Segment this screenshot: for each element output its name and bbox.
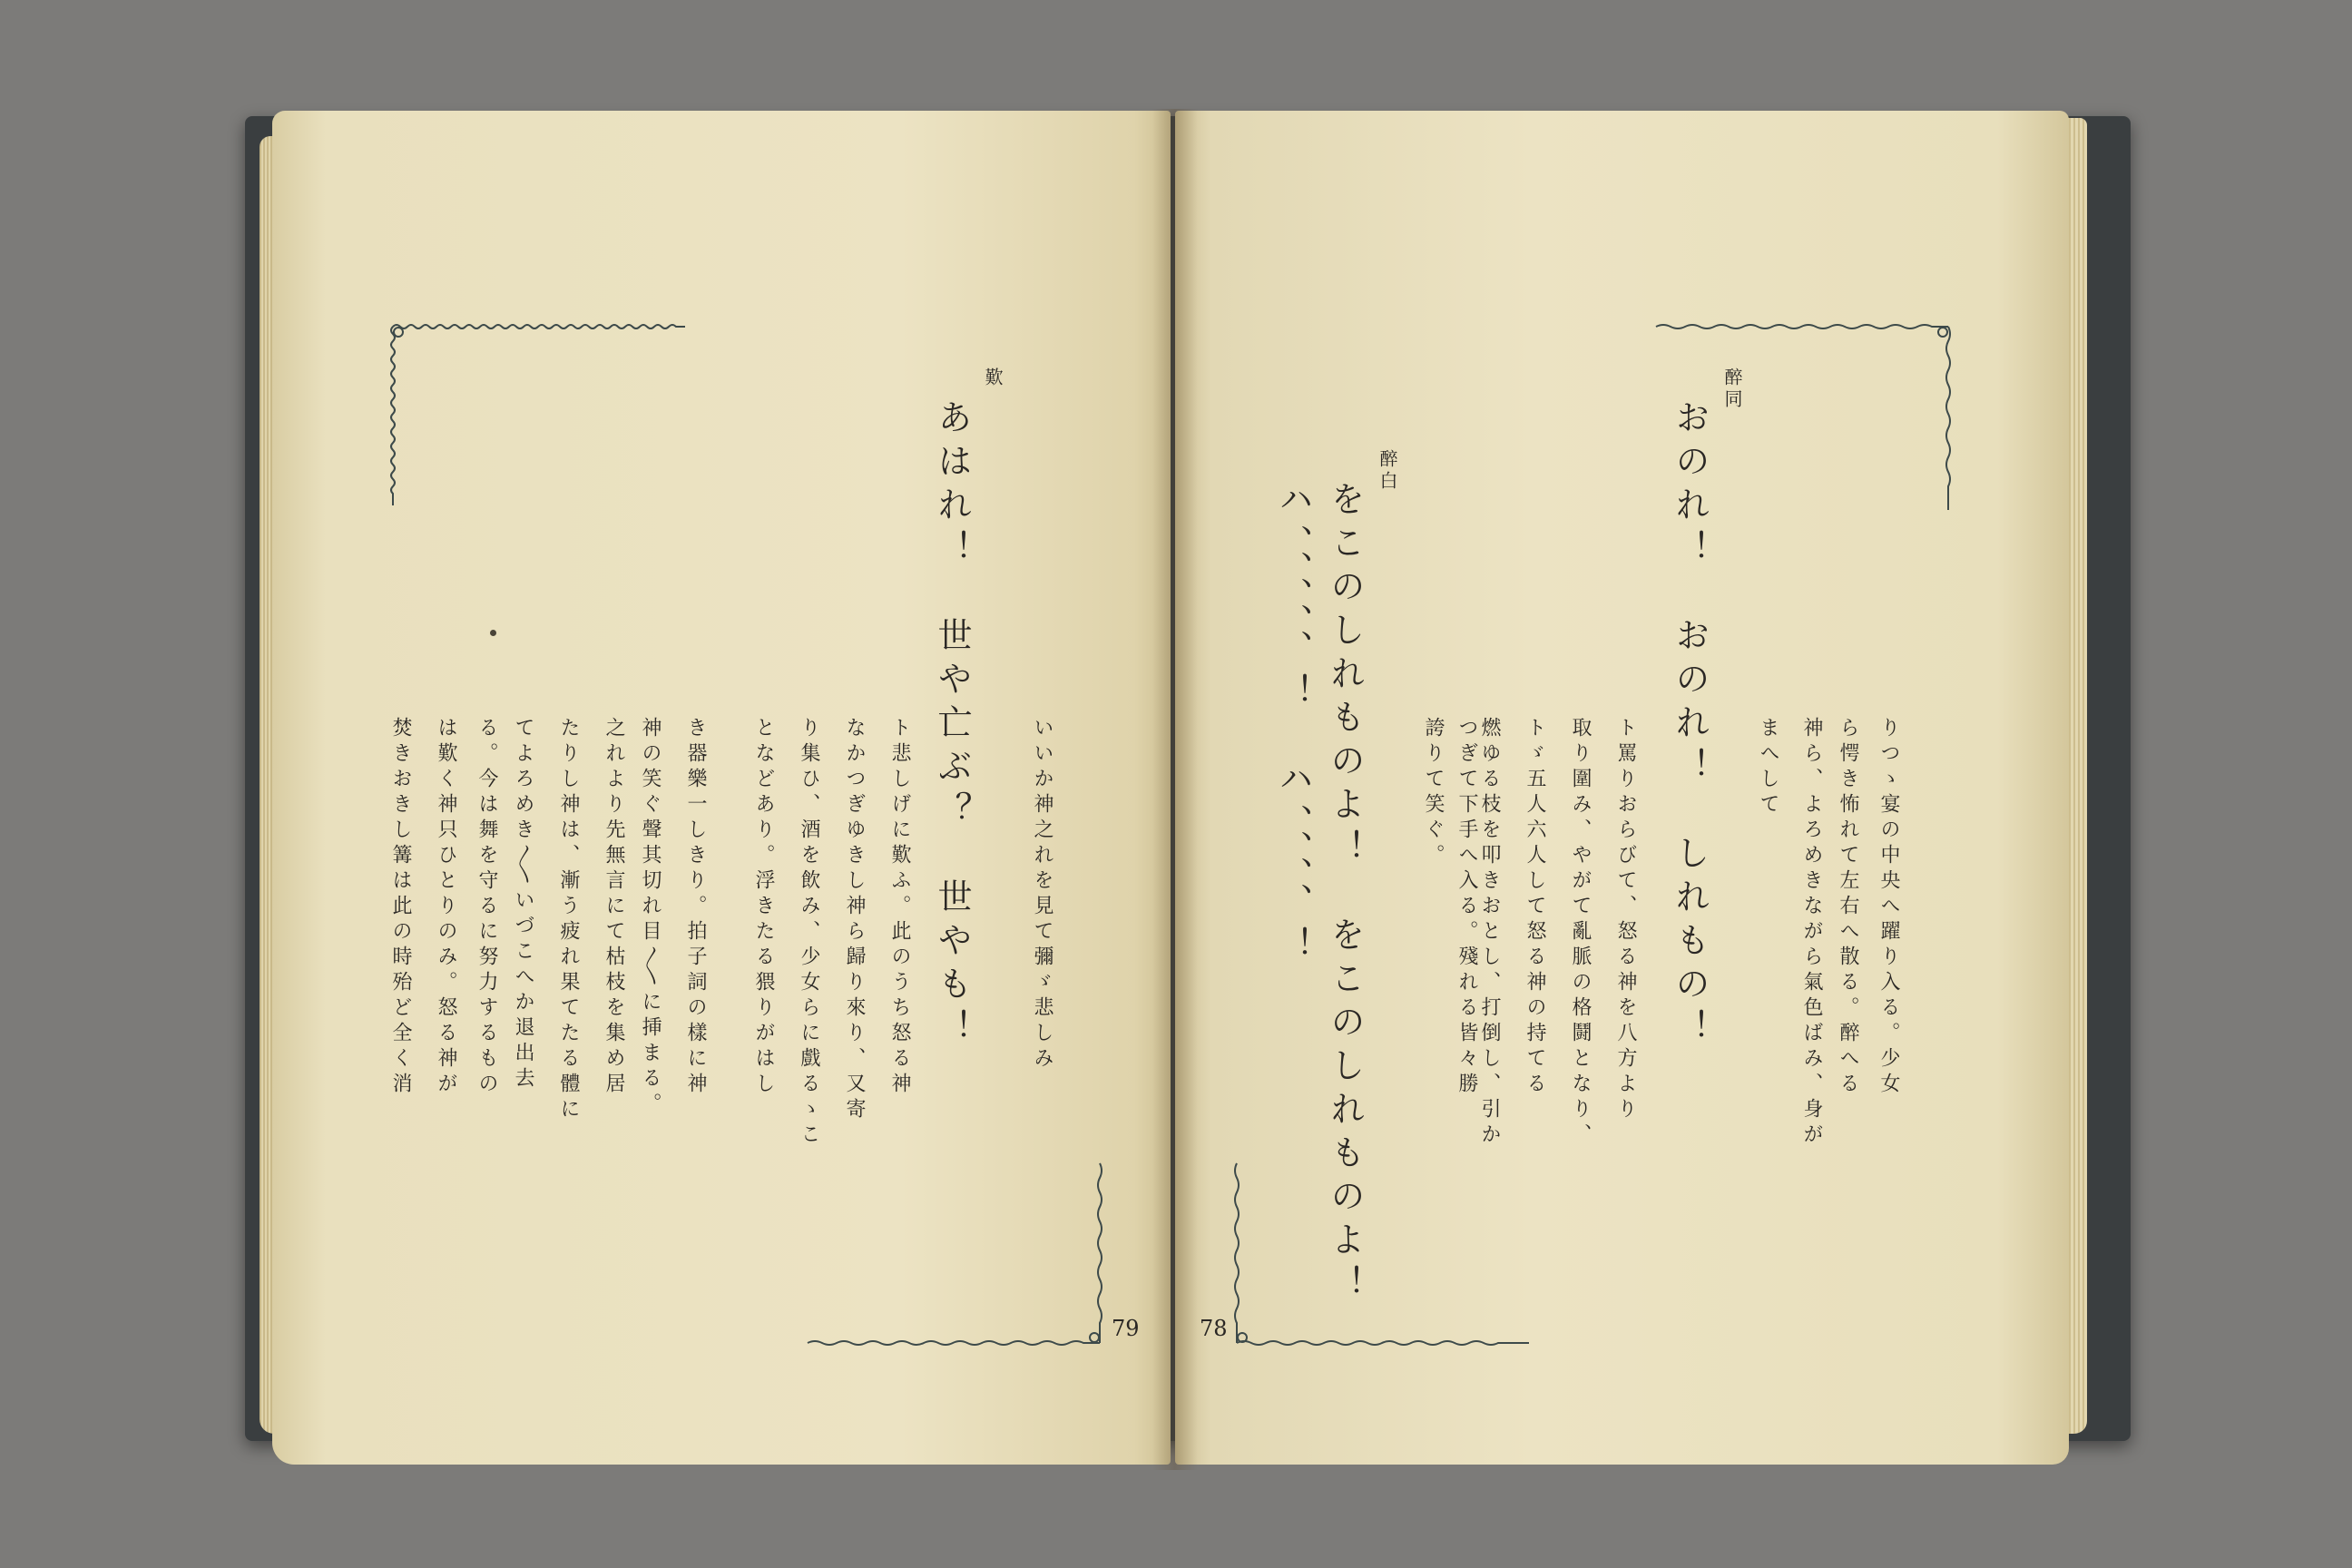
right-speaker-label: 醉同 [1721,368,1743,411]
right-stage-direction: トゞ五人六人して怒る神の持てる [1524,717,1546,1098]
right-dialogue-line: おのれ！ おのれ！ しれもの！ [1670,399,1710,1053]
left-stage-direction: き器樂一しきり。拍子詞の樣に神 [684,717,707,1098]
left-top-frame-ornament [386,319,690,510]
right-page-number: 78 [1200,1316,1228,1341]
left-stage-direction: は歎く神只ひとりのみ。怒る神が [435,717,457,1098]
right-stage-direction: 取り圍み、やがて亂脈の格鬪となり、 [1569,717,1592,1149]
ink-spot [490,630,496,636]
left-stage-direction: たりし神は、漸う疲れ果てたる體に [557,717,580,1123]
right-dialogue-line: ハ、、、、、！ ハ、、、、！ [1273,481,1313,970]
right-stage-direction: まへして [1757,717,1779,818]
left-dialogue-line: あはれ！ 世や亡ぶ？ 世やも！ [932,399,972,1053]
right-stage-direction: りつゝ宴の中央へ躍り入る。少女 [1877,717,1900,1098]
left-stage-direction: なかつぎゆきし神ら歸り來り、又寄 [843,717,866,1123]
right-stage-direction: 誇りて笑ぐ。 [1422,717,1445,869]
left-speaker-label: 歎 [982,368,1004,389]
right-stage-direction: ら愕き怖れて左右へ散る。醉へる [1837,717,1859,1098]
right-dialogue-line: をこのしれものよ！ をこのしれものよ！ [1325,481,1365,1308]
right-stage-direction: つぎて下手へ入る。殘れる皆々勝 [1455,717,1478,1098]
right-stage-direction: 燃ゆる枝を叩きおとし、打倒し、引か [1478,717,1501,1149]
right-stage-direction: ト罵りおらびて、怒る神を八方より [1614,717,1637,1123]
left-stage-direction: いいか神之れを見て彌ゞ悲しみ [1031,717,1054,1073]
left-stage-direction: となどあり。浮きたる猥りがはし [752,717,775,1098]
left-stage-direction: る。今は舞を守るに努力するもの [475,717,498,1098]
left-stage-direction: 之れより先無言にて枯枝を集め居 [603,717,625,1098]
right-bottom-frame-ornament [1230,1160,1534,1350]
left-stage-direction: ト悲しげに歎ふ。此のうち怒る神 [888,717,911,1098]
left-stage-direction: 焚きおきし篝は此の時殆ど全く消 [389,717,412,1098]
right-stage-direction: 神ら、よろめきながら氣色ばみ、身が [1800,717,1823,1149]
left-bottom-frame-ornament [803,1160,1107,1350]
right-speaker-label: 醉白 [1377,449,1398,493]
left-page-number: 79 [1112,1316,1140,1341]
left-stage-direction: 神の笑ぐ聲其切れ目〳〵に挿まる。 [639,717,662,1118]
book-gutter [1152,109,1198,1470]
left-stage-direction: り集ひ、酒を飲み、少女らに戲るゝこ [798,717,820,1149]
left-stage-direction: てよろめき〳〵いづこへか退出去 [512,717,534,1093]
